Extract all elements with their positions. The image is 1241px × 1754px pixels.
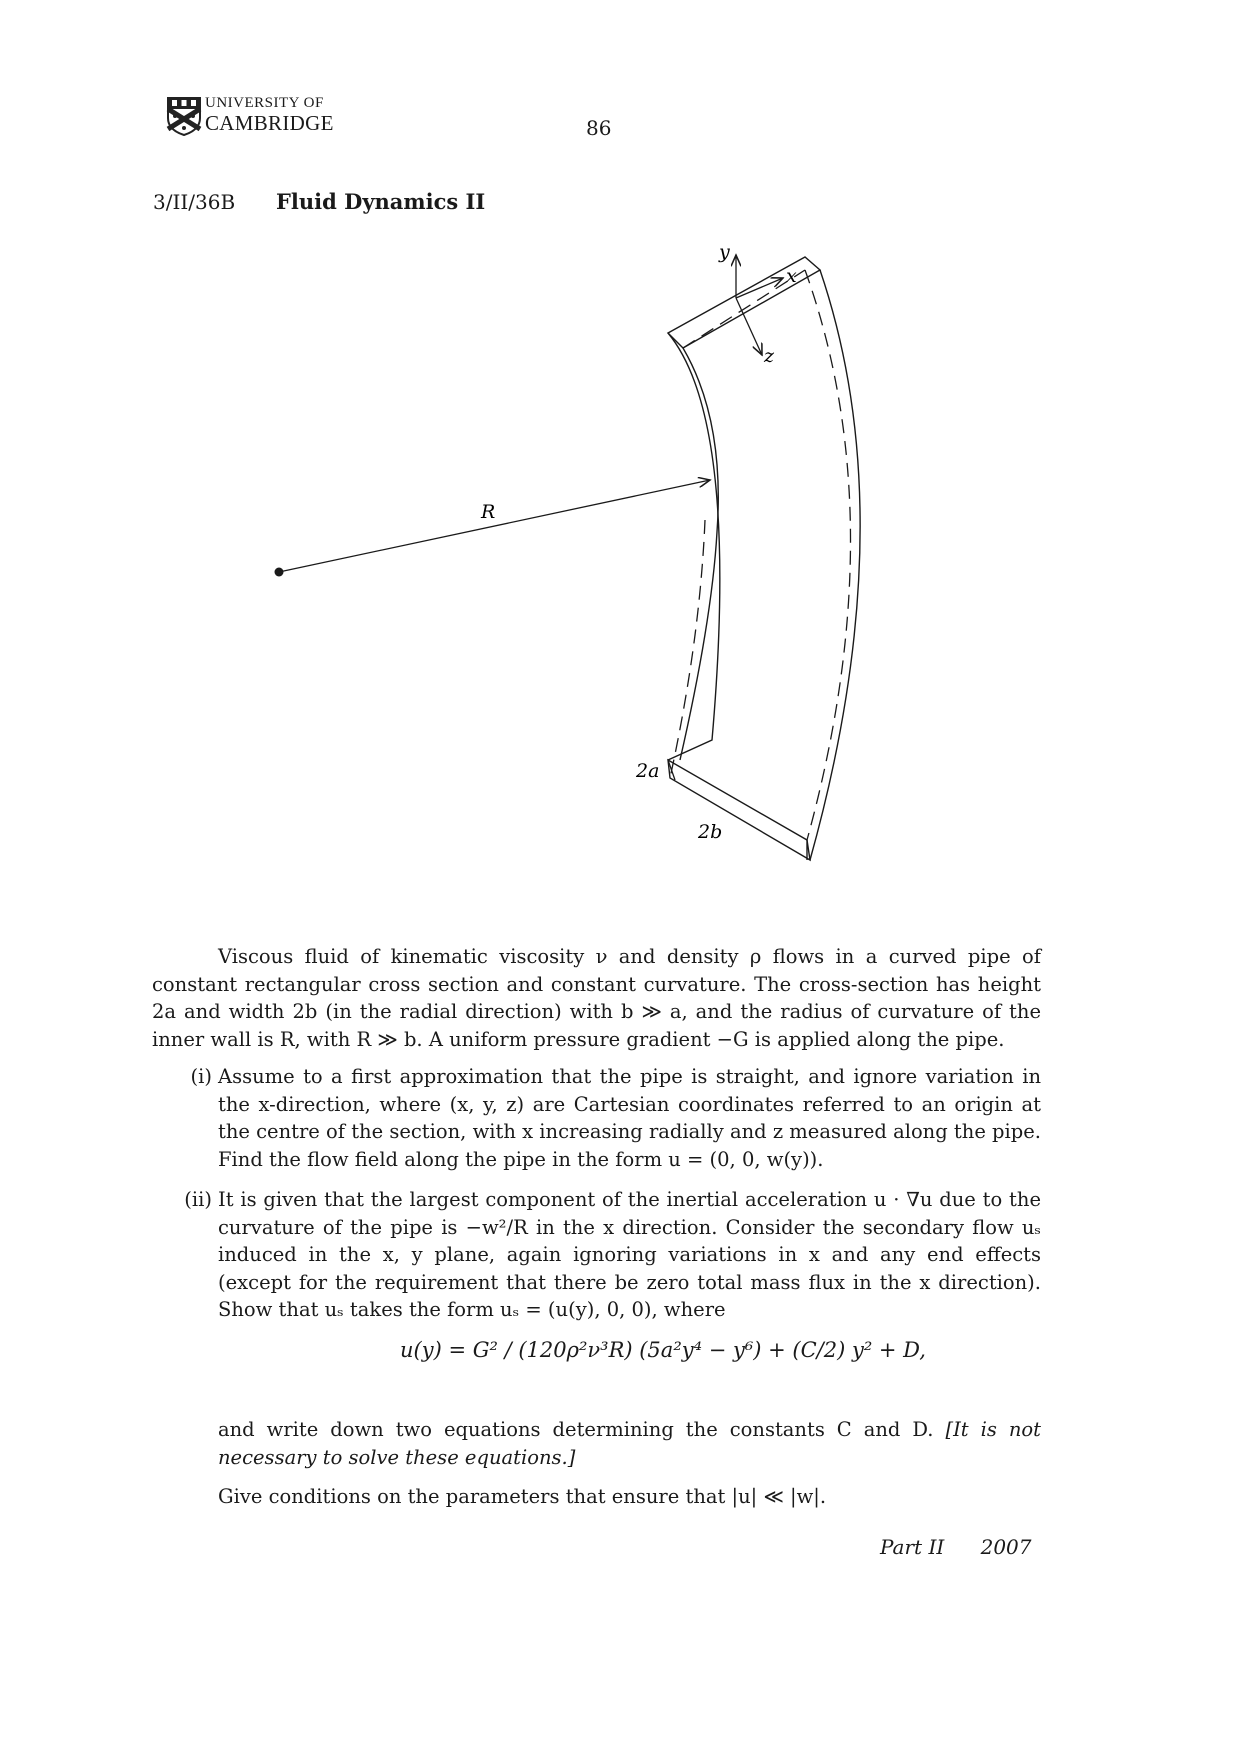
part-i-text: Assume to a first approximation that the pipe is straight, and ignore variation in the x-direction, where (x, y, z) are Cartesian coordinates referred to an origin at the centre of the section, with x increasing radially and z measured along the pipe. Find the flow field along the pipe in the form u = (0, 0, w(y)).: [218, 1065, 1041, 1171]
hidden-edges: [670, 270, 851, 840]
conclusion-paragraph: [218, 1416, 1041, 1471]
question-title: Fluid Dynamics II: [276, 189, 486, 214]
intro-paragraph: [152, 943, 1041, 1053]
intro-text: Viscous fluid of kinematic viscosity ν and density ρ flows in a curved pipe of constant rectangular cross section and constant curvature. The cross-section has height 2a and width 2b (in the radial direction) with b ≫ a, and the radius of curvature of the inner wall is R, with R ≫ b. A uniform pressure gradient −G is applied along the pipe.: [152, 945, 1041, 1051]
part-ii-label: (ii): [184, 1188, 212, 1211]
label-y: y: [719, 241, 730, 263]
velocity-equation: u(y) = G² / (120ρ²ν³R) (5a²y⁴ − y⁶) + (C/2) y² + D,: [400, 1338, 926, 1362]
label-x: x: [786, 265, 797, 287]
conclusion-text: and write down two equations determining the constants C and D.: [218, 1418, 934, 1441]
conclusion-hint: [It is not necessary to solve these equations.]: [218, 1418, 1041, 1469]
part-ii: [152, 1186, 1041, 1324]
label-2b: 2b: [698, 821, 723, 843]
question-code: 3/II/36B: [153, 190, 236, 214]
part-i-label: (i): [190, 1065, 212, 1088]
label-z: z: [764, 345, 775, 367]
footer: [880, 1535, 1032, 1559]
part-ii-text: It is given that the largest component of the inertial acceleration u · ∇u due to the curvature of the pipe is −w²/R in the x direction. Consider the secondary flow uₛ induced in the x, y plane, again ignoring variations in x and any end effects (except for the requirement that there be zero total mass flux in the x direction). Show that uₛ takes the form uₛ = (u(y), 0, 0), where: [218, 1188, 1041, 1321]
university-line2: CAMBRIDGE: [205, 111, 334, 135]
footer-part: Part II: [880, 1535, 945, 1559]
page-number: 86: [586, 116, 612, 140]
label-2a: 2a: [636, 760, 660, 782]
label-R: R: [481, 501, 496, 523]
university-line1: UNIVERSITY OF: [205, 95, 324, 111]
footer-year: 2007: [980, 1535, 1032, 1559]
final-paragraph: Give conditions on the parameters that ensure that |u| ≪ |w|.: [218, 1485, 827, 1508]
radius-arrow: [279, 480, 710, 572]
part-i: [152, 1063, 1041, 1173]
